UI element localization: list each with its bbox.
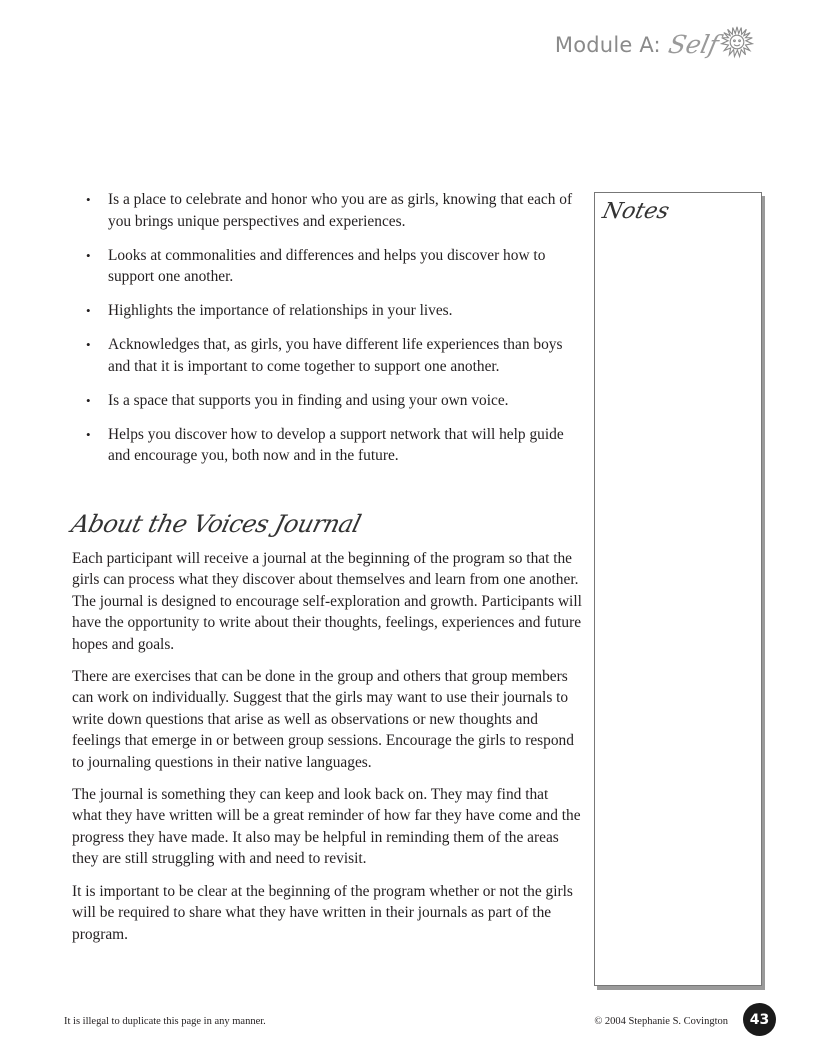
module-label: Module A: bbox=[554, 32, 661, 57]
bullet-marker: • bbox=[86, 392, 91, 408]
list-item-text: Acknowledges that, as girls, you have different life experiences than boys and that it is important to come together to support one another. bbox=[108, 336, 563, 375]
bullet-marker: • bbox=[86, 426, 91, 442]
bullet-marker: • bbox=[86, 303, 91, 318]
list-item-text: Helps you discover how to develop a support network that will help guide and encourage you, both now and in the future. bbox=[108, 425, 564, 464]
section-body bbox=[72, 548, 582, 956]
paragraph: There are exercises that can be done in the group and others that group members can work on individually. Suggest that the girls may want to use their journals to write down questions that arise as well as observations or new thoughts and feelings that emerge in or between group sessions. Encourage the girls to respond to journaling questions in their native languages. bbox=[72, 668, 574, 771]
list-item bbox=[86, 245, 581, 288]
list-item bbox=[86, 424, 581, 467]
notes-box bbox=[594, 192, 762, 986]
paragraph: The journal is something they can keep and look back on. They may find that what they have written will be a great reminder of how far they have come and the progress they have made. It also may be helpful in reminding them of the areas they are still struggling with and need to revisit. bbox=[72, 786, 581, 868]
bullet-list bbox=[86, 189, 581, 479]
bullet-marker: • bbox=[86, 247, 91, 263]
section-heading: About the Voices Journal bbox=[68, 510, 364, 538]
list-item-text: Highlights the importance of relationships in your lives. bbox=[108, 302, 453, 319]
list-item-text: Looks at commonalities and differences and helps you discover how to support one another. bbox=[108, 246, 546, 285]
page-number-badge: 43 bbox=[743, 1003, 776, 1036]
notes-title: Notes bbox=[599, 199, 672, 224]
sun-icon bbox=[720, 25, 754, 59]
bullet-marker: • bbox=[86, 337, 91, 352]
copyright-notice: It is illegal to duplicate this page in any manner. bbox=[64, 1016, 266, 1027]
copyright-owner: © 2004 Stephanie S. Covington bbox=[594, 1016, 728, 1027]
list-item-text: Is a space that supports you in finding and using your own voice. bbox=[108, 391, 509, 409]
list-item bbox=[86, 334, 581, 377]
paragraph: Each participant will receive a journal at the beginning of the program so that the girls can process what they discover about themselves and learn from one another. The journal is designed to encourage self-exploration and growth. Participants will have the opportunity to write about their thoughts, feelings, experiences and future hopes and goals. bbox=[72, 550, 582, 653]
module-title-script: Self bbox=[665, 30, 722, 59]
list-item-text: Is a place to celebrate and honor who you are as girls, knowing that each of you brings unique perspectives and experiences. bbox=[108, 191, 573, 230]
bullet-marker: • bbox=[86, 192, 91, 207]
list-item bbox=[86, 300, 581, 322]
paragraph: It is important to be clear at the beginning of the program whether or not the girls will be required to share what they have written in their journals as part of the program. bbox=[72, 882, 573, 943]
list-item bbox=[86, 189, 581, 232]
list-item bbox=[86, 390, 581, 412]
page-header bbox=[555, 30, 754, 59]
